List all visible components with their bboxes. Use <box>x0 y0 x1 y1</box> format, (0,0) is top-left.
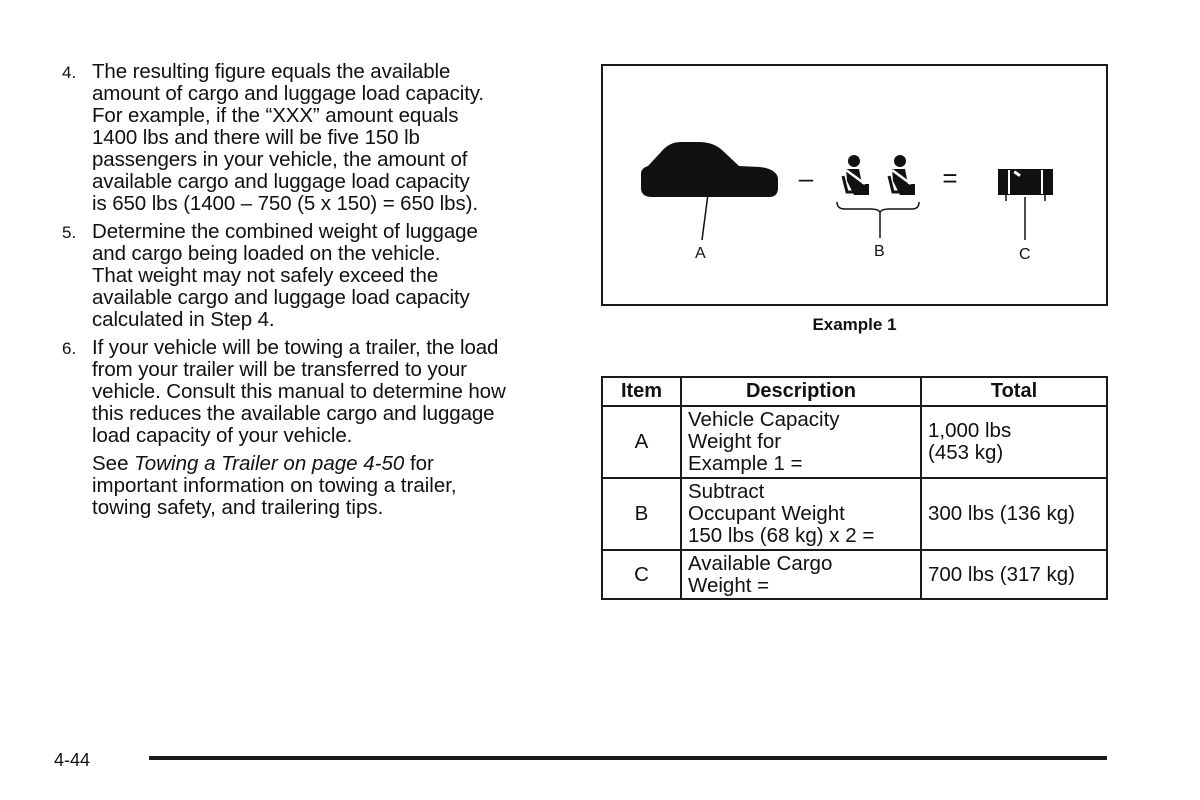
table-header-row <box>602 377 1107 406</box>
example-figure <box>601 64 1108 306</box>
equals-sign: = <box>942 163 958 193</box>
step-number: 4. <box>62 63 77 82</box>
table-row <box>602 550 1107 599</box>
cell-item: C <box>602 550 681 599</box>
figure-caption: Example 1 <box>812 315 897 334</box>
cell-total: 300 lbs (136 kg) <box>921 478 1107 550</box>
cargo-calculation-table <box>601 376 1108 600</box>
cell-item: B <box>602 478 681 550</box>
table-row <box>602 478 1107 550</box>
step-text: If your vehicle will be towing a trailer, the load from your trailer will be transferred to your vehicle. Consult this manual to determine how this reduces the available cargo and luggage load capacity of your vehicle. <box>92 336 506 447</box>
step-4 <box>62 61 562 215</box>
header-total: Total <box>921 377 1107 406</box>
cell-total: 700 lbs (317 kg) <box>921 550 1107 599</box>
header-description: Description <box>681 377 921 406</box>
cargo-box-icon <box>998 169 1053 201</box>
see-suffix: for important information on towing a trailer, towing safety, and trailering tips. <box>92 452 457 519</box>
step-text: Determine the combined weight of luggage and cargo being loaded on the vehicle. That weight may not safely exceed the available cargo and luggage load capacity calculated in Step 4. <box>92 220 478 331</box>
minus-sign: – <box>798 163 814 193</box>
seated-occupant-icon <box>889 155 915 195</box>
step-number: 6. <box>62 339 77 358</box>
cross-reference-link[interactable]: Towing a Trailer on page 4-50 <box>134 452 405 475</box>
header-item: Item <box>602 377 681 406</box>
step-number: 5. <box>62 223 77 242</box>
label-b: B <box>874 243 885 260</box>
cell-description: Subtract Occupant Weight 150 lbs (68 kg) x 2 = <box>681 478 921 550</box>
cell-item: A <box>602 406 681 478</box>
cell-description: Available Cargo Weight = <box>681 550 921 599</box>
see-also-paragraph <box>92 453 562 519</box>
footer-divider <box>149 756 1107 760</box>
step-5 <box>62 221 562 331</box>
car-icon <box>641 142 778 197</box>
cell-total: 1,000 lbs (453 kg) <box>921 406 1107 478</box>
step-text: The resulting figure equals the available amount of cargo and luggage load capacity. For example, if the “XXX” amount equals 1400 lbs and there will be five 150 lb passengers in your vehicle, the amount of available cargo and luggage load capacity is 650 lbs (1400 – 750 (5 x 150) = 650 lbs). <box>92 60 485 215</box>
see-prefix: See <box>92 452 135 475</box>
table-row <box>602 406 1107 478</box>
figure-illustration <box>603 66 1106 304</box>
bracket <box>837 202 919 212</box>
cell-description: Vehicle Capacity Weight for Example 1 = <box>681 406 921 478</box>
seated-occupant-icon <box>843 155 869 195</box>
instruction-steps <box>62 61 562 519</box>
step-6 <box>62 337 562 447</box>
page-number: 4-44 <box>54 750 91 770</box>
pointer-line-a <box>702 194 708 240</box>
label-a: A <box>695 245 706 262</box>
label-c: C <box>1019 246 1031 263</box>
